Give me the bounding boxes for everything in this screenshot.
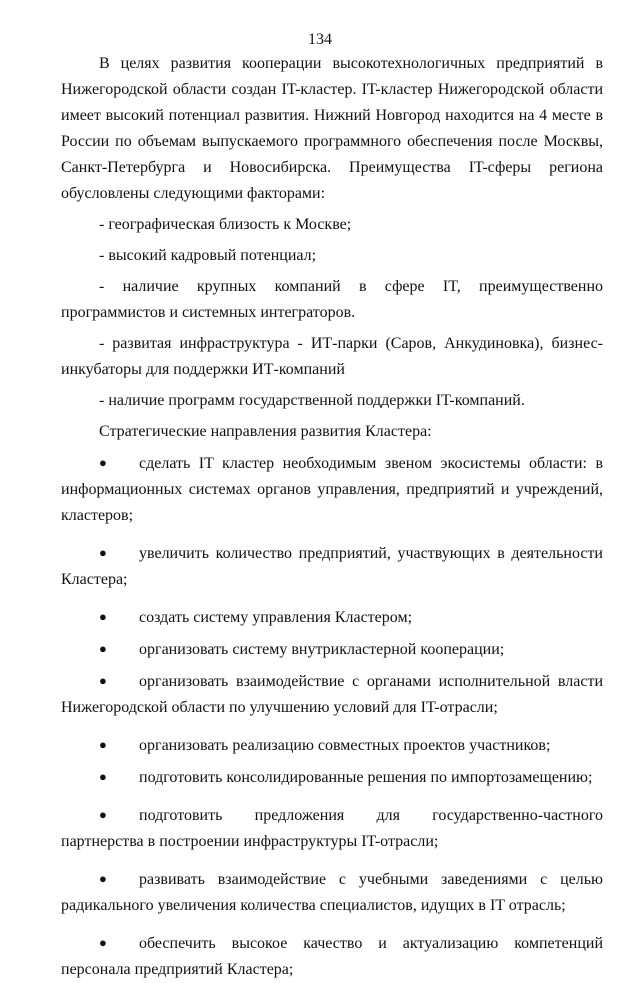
direction-item: [61, 866, 603, 919]
bullet-icon: ●: [99, 769, 107, 784]
direction-text: подготовить консолидированные решения по импортозамещению;: [139, 769, 593, 786]
direction-text: организовать систему внутрикластерной кооперации;: [139, 641, 505, 658]
strategy-heading: Стратегические направления развития Кластера:: [99, 423, 432, 440]
bullet-icon: ●: [99, 807, 107, 822]
direction-item: [61, 802, 603, 855]
intro-paragraph: В целях развития кооперации высокотехнологичных предприятий в Нижегородской области создан IT-кластер. IT-кластер Нижегородской области имеет высокий потенциал развития. Нижний Новгород находится на 4 месте в России по объемам выпускаемого программного обеспечения после Москвы, Санкт-Петербурга и Новосибирска. Преимущества IT-сферы региона обусловлены следующими факторами:: [61, 55, 603, 202]
direction-item: [61, 668, 603, 721]
bullet-icon: ●: [99, 935, 107, 950]
factor-item: - развитая инфраструктура - ИТ-парки (Саров, Анкудиновка), бизнес-инкубаторы для поддержки ИТ-компаний: [61, 335, 603, 378]
direction-item: [61, 764, 603, 791]
direction-text: создать систему управления Кластером;: [139, 609, 413, 626]
page-number: 134: [308, 31, 332, 48]
bullet-icon: ●: [99, 455, 107, 470]
factor-item: - наличие крупных компаний в сфере IT, преимущественно программистов и системных интеграторов.: [61, 278, 603, 321]
factor-item: - географическая близость к Москве;: [99, 216, 352, 233]
direction-text: обеспечить высокое качество и актуализацию компетенций персонала предприятий Кластера;: [61, 935, 603, 978]
direction-text: организовать реализацию совместных проектов участников;: [139, 737, 551, 754]
page-content: [61, 51, 603, 983]
factor-item: - высокий кадровый потенциал;: [99, 247, 317, 264]
direction-text: увеличить количество предприятий, участвующих в деятельности Кластера;: [61, 545, 603, 588]
direction-item: [61, 604, 603, 631]
bullet-icon: ●: [99, 609, 107, 624]
bullet-icon: ●: [99, 545, 107, 560]
direction-item: [61, 540, 603, 593]
bullet-icon: ●: [99, 737, 107, 752]
bullet-icon: ●: [99, 673, 107, 688]
bullet-icon: ●: [99, 871, 107, 886]
bullet-icon: ●: [99, 641, 107, 656]
direction-item: [61, 930, 603, 983]
direction-item: [61, 450, 603, 529]
direction-item: [61, 732, 603, 759]
factor-item: - наличие программ государственной поддержки IT-компаний.: [99, 392, 525, 409]
direction-text: организовать взаимодействие с органами исполнительной власти Нижегородской области по улучшению условий для IT-отрасли;: [61, 673, 603, 716]
direction-item: [61, 636, 603, 663]
direction-text: развивать взаимодействие с учебными заведениями с целью радикального увеличения количества специалистов, идущих в IT отрасль;: [61, 871, 603, 914]
direction-text: подготовить предложения для государственно-частного партнерства в построении инфраструктуры IT-отрасли;: [61, 807, 603, 850]
direction-text: сделать IT кластер необходимым звеном экосистемы области: в информационных системах органов управления, предприятий и учреждений, кластеров;: [61, 455, 603, 524]
